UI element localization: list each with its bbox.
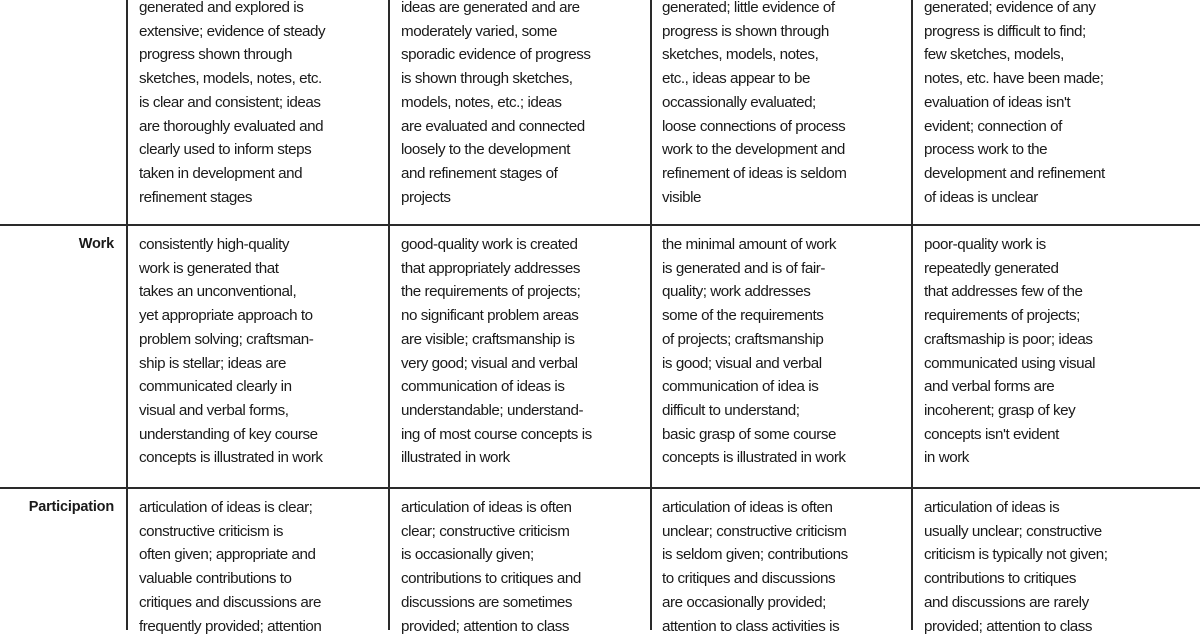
cell-text-line: communication of idea is — [662, 378, 819, 396]
row-label: Participation — [28, 499, 114, 515]
cell-text-line: evaluation of ideas isn't — [924, 93, 1071, 111]
cell-text-line: progress is shown through — [662, 22, 829, 40]
cell-text-line: the minimal amount of work — [662, 236, 836, 253]
cell-text-line: is shown through sketches, — [401, 70, 573, 88]
cell-text-line: understanding of key course — [139, 425, 318, 443]
cell-text-line: provided; attention to class — [924, 617, 1093, 635]
cell-text-line: criticism is typically not given; — [924, 546, 1108, 564]
cell-text-line: discussions are sometimes — [401, 593, 573, 611]
cell-text-line: few sketches, models, — [924, 46, 1064, 64]
cell-text-line: progress shown through — [139, 46, 293, 64]
rubric-cell — [139, 496, 389, 638]
cell-text-line: that appropriately addresses — [401, 259, 581, 277]
row-divider — [0, 224, 1200, 226]
cell-text-line: poor-quality work is — [924, 236, 1046, 253]
cell-text-line: unclear; constructive criticism — [662, 522, 847, 540]
cell-text-line: ideas are generated and are — [401, 0, 580, 16]
cell-text-line: process work to the — [924, 141, 1048, 159]
cell-text-line: generated; evidence of any — [924, 0, 1096, 16]
cell-text-line: problem solving; craftsman- — [139, 330, 314, 348]
cell-text-line: work to the development and — [662, 141, 845, 159]
cell-text-line: no significant problem areas — [401, 307, 579, 325]
cell-text-line: refinement stages — [139, 188, 253, 206]
cell-text-line: quality; work addresses — [662, 283, 811, 301]
cell-text-line: usually unclear; constructive — [924, 522, 1102, 540]
cell-text-line: evident; connection of — [924, 117, 1062, 135]
cell-text-line: good-quality work is created — [401, 236, 578, 253]
cell-text-line: refinement of ideas is seldom — [662, 164, 847, 182]
cell-text-line: ship is stellar; ideas are — [139, 354, 286, 372]
cell-text-line: is occasionally given; — [401, 546, 534, 564]
cell-text-line: articulation of ideas is clear; — [139, 499, 313, 516]
cell-text-line: contributions to critiques and — [401, 570, 581, 588]
cell-text-line: difficult to understand; — [662, 401, 800, 419]
cell-text-line: concepts isn't evident — [924, 425, 1059, 443]
cell-text-line: provided; attention to class — [401, 617, 570, 635]
cell-text-line: loosely to the development — [401, 141, 570, 159]
rubric-cell — [139, 233, 389, 470]
cell-text-line: articulation of ideas is — [924, 499, 1060, 516]
cell-text-line: the requirements of projects; — [401, 283, 581, 301]
cell-text-line: sporadic evidence of progress — [401, 46, 591, 64]
rubric-cell — [662, 0, 912, 209]
cell-text-line: basic grasp of some course — [662, 425, 837, 443]
cell-text-line: is seldom given; contributions — [662, 546, 848, 564]
cell-text-line: concepts is illustrated in work — [139, 449, 323, 467]
cell-text-line: progress is difficult to find; — [924, 22, 1086, 40]
cell-text-line: yet appropriate approach to — [139, 307, 313, 325]
cell-text-line: craftsmaship is poor; ideas — [924, 330, 1093, 348]
cell-text-line: models, notes, etc.; ideas — [401, 93, 562, 111]
cell-text-line: are visible; craftsmanship is — [401, 330, 575, 348]
cell-text-line: repeatedly generated — [924, 259, 1059, 277]
cell-text-line: occassionally evaluated; — [662, 93, 816, 111]
cell-text-line: is good; visual and verbal — [662, 354, 822, 372]
cell-text-line: ing of most course concepts is — [401, 425, 592, 443]
rubric-cell — [401, 496, 651, 638]
cell-text-line: is generated and is of fair- — [662, 259, 825, 277]
rubric-cell — [662, 496, 912, 638]
rubric-cell — [924, 233, 1174, 470]
cell-text-line: consistently high-quality — [139, 236, 289, 253]
cell-text-line: are evaluated and connected — [401, 117, 585, 135]
cell-text-line: contributions to critiques — [924, 570, 1077, 588]
rubric-cell — [924, 0, 1174, 209]
cell-text-line: are occasionally provided; — [662, 593, 826, 611]
cell-text-line: loose connections of process — [662, 117, 846, 135]
cell-text-line: some of the requirements — [662, 307, 824, 325]
rubric-cell — [139, 0, 389, 209]
cell-text-line: incoherent; grasp of key — [924, 401, 1076, 419]
cell-text-line: constructive criticism is — [139, 522, 284, 540]
cell-text-line: of projects; craftsmanship — [662, 330, 824, 348]
cell-text-line: sketches, models, notes, etc. — [139, 70, 322, 88]
cell-text-line: understandable; understand- — [401, 401, 584, 419]
cell-text-line: that addresses few of the — [924, 283, 1083, 301]
cell-text-line: generated and explored is — [139, 0, 304, 16]
cell-text-line: and refinement stages of — [401, 164, 558, 182]
cell-text-line: takes an unconventional, — [139, 283, 297, 301]
cell-text-line: taken in development and — [139, 164, 303, 182]
cell-text-line: very good; visual and verbal — [401, 354, 578, 372]
cell-text-line: notes, etc. have been made; — [924, 70, 1104, 88]
cell-text-line: clearly used to inform steps — [139, 141, 312, 159]
cell-text-line: communicated clearly in — [139, 378, 292, 396]
cell-text-line: articulation of ideas is often — [662, 499, 833, 516]
row-label: Work — [78, 236, 114, 252]
cell-text-line: often given; appropriate and — [139, 546, 316, 564]
cell-text-line: illustrated in work — [401, 449, 510, 467]
cell-text-line: development and refinement — [924, 164, 1105, 182]
cell-text-line: moderately varied, some — [401, 22, 557, 40]
cell-text-line: visual and verbal forms, — [139, 401, 289, 419]
row-divider — [0, 487, 1200, 489]
rubric-cell — [401, 0, 651, 209]
rubric-cell — [924, 496, 1174, 638]
cell-text-line: requirements of projects; — [924, 307, 1080, 325]
cell-text-line: generated; little evidence of — [662, 0, 835, 16]
cell-text-line: concepts is illustrated in work — [662, 449, 846, 467]
cell-text-line: work is generated that — [139, 259, 279, 277]
cell-text-line: clear; constructive criticism — [401, 522, 570, 540]
cell-text-line: of ideas is unclear — [924, 188, 1038, 206]
cell-text-line: to critiques and discussions — [662, 570, 836, 588]
cell-text-line: attention to class activities is — [662, 617, 840, 635]
cell-text-line: visible — [662, 188, 702, 206]
cell-text-line: etc., ideas appear to be — [662, 70, 810, 88]
rubric-cell — [662, 233, 912, 470]
cell-text-line: valuable contributions to — [139, 570, 292, 588]
cell-text-line: are thoroughly evaluated and — [139, 117, 324, 135]
cell-text-line: in work — [924, 449, 969, 467]
cell-text-line: projects — [401, 188, 451, 206]
cell-text-line: extensive; evidence of steady — [139, 22, 326, 40]
cell-text-line: sketches, models, notes, — [662, 46, 819, 64]
cell-text-line: critiques and discussions are — [139, 593, 321, 611]
cell-text-line: articulation of ideas is often — [401, 499, 572, 516]
cell-text-line: and discussions are rarely — [924, 593, 1089, 611]
cell-text-line: frequently provided; attention — [139, 617, 322, 635]
rubric-cell — [401, 233, 651, 470]
column-divider — [126, 0, 128, 630]
cell-text-line: communication of ideas is — [401, 378, 565, 396]
cell-text-line: and verbal forms are — [924, 378, 1055, 396]
cell-text-line: is clear and consistent; ideas — [139, 93, 321, 111]
cell-text-line: communicated using visual — [924, 354, 1096, 372]
